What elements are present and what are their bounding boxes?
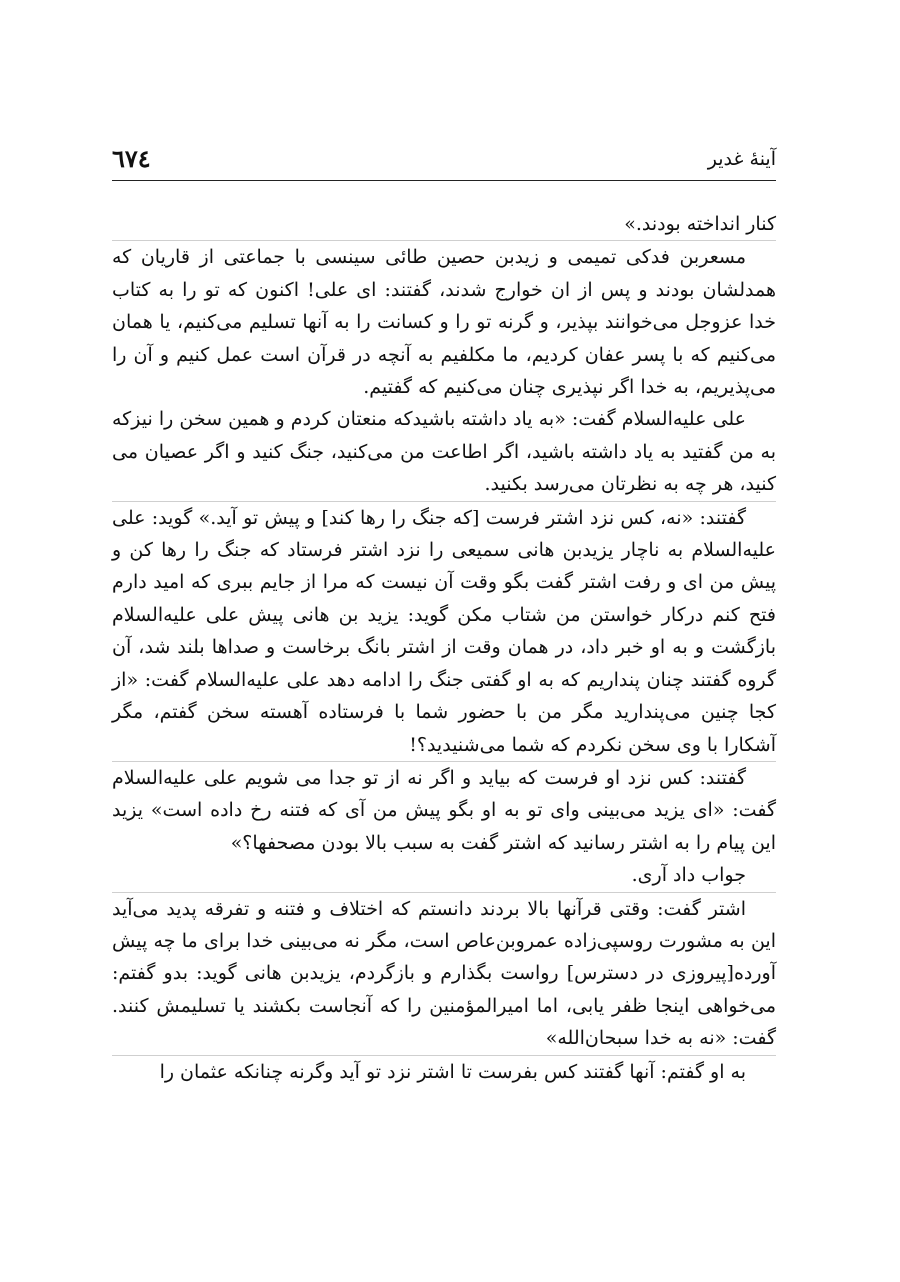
paragraph: گفتند: «نه، کس نزد اشتر فرست [که جنگ را رها کند] و پیش تو آید.» گوید: علی علیه‌السلام به ناچار یزیدبن هانی سمیعی را نزد اشتر فرستاد که جنگ را رها کن و پیش من ای و رفت اشتر گفت بگو وقت آن نیست که مرا از جایم ببری که امید دارم فتح کنم درکار خواستن من شتاب مکن گوید: یزید بن هانی پیش علی علیه‌السلام بازگشت و به او خبر داد، در همان وقت از اشتر بانگ برخاست و صداها بلند شد، آن گروه گفتند چنان پنداریم که به او گفتی جنگ را ادامه دهد علی علیه‌السلام گفت: «از کجا چنین می‌پندارید مگر من با حضور شما با فرستاده آهسته سخن گفتم، مگر آشکارا با وی سخن نکردم که شما می‌شنیدید؟! [112, 501, 776, 761]
paragraph: اشتر گفت: وقتی قرآنها بالا بردند دانستم که اختلاف و فتنه و تفرقه پدید می‌آید این به مشورت روسپی‌زاده عمروبن‌عاص است، مگر نه می‌بینی خدا برای ما چه پیش آورده[پیروزی در دسترس] رواست بگذارم و بازگردم، یزیدبن هانی گوید: بدو گفتم: می‌خواهی اینجا ظفر یابی، اما امیرالمؤمنین را که آنجاست بکشند یا تسلیمش کنند. گفت: «نه به خدا سبحان‌الله» [112, 892, 776, 1055]
paragraph: کنار انداخته بودند.» [624, 213, 776, 235]
page-header [112, 140, 776, 178]
paragraph: مسعربن فدکی تمیمی و زیدبن حصین طائی سینسی با جماعتی از قاریان که همدلشان بودند و پس از ان خوارج شدند، گفتند: ای علی! اکنون که تو را به کتاب خدا عزوجل می‌خوانند بپذیر، و گرنه تو را و کسانت را به آنها تسلیم می‌کنیم، یا همان می‌کنیم که با پسر عفان کردیم، ما مکلفیم به آنچه در قرآن است عمل کنیم و آن را می‌پذیریم، به خدا اگر نپذیری چنان می‌کنیم که گفتیم. [112, 240, 776, 403]
paragraph: علی علیه‌السلام گفت: «به یاد داشته باشیدکه منعتان کردم و همین سخن را نیزکه به من گفتید به یاد داشته باشید، اگر اطاعت من می‌کنید، جنگ کنید و اگر عصیان می کنید، هر چه به نظرتان می‌رسد بکنید. [112, 408, 776, 496]
page-number: ٦٧٤ [112, 144, 151, 173]
header-rule [112, 180, 776, 181]
paragraph: جواب داد آری. [631, 864, 746, 887]
body-text [112, 208, 776, 1088]
paragraph: به او گفتم: آنها گفتند کس بفرست تا اشتر نزد تو آید وگرنه چنانکه عثمان را [112, 1055, 776, 1088]
running-title: آینهٔ غدیر [707, 148, 776, 170]
paragraph: گفتند: کس نزد او فرست که بیاید و اگر نه از تو جدا می شویم علی علیه‌السلام گفت: «ای یزید می‌بینی وای تو به او بگو پیش من آی که فتنه رخ داده است» یزید این پیام را به اشتر رسانید که اشتر گفت به سبب بالا بودن مصحفها؟» [112, 761, 776, 859]
